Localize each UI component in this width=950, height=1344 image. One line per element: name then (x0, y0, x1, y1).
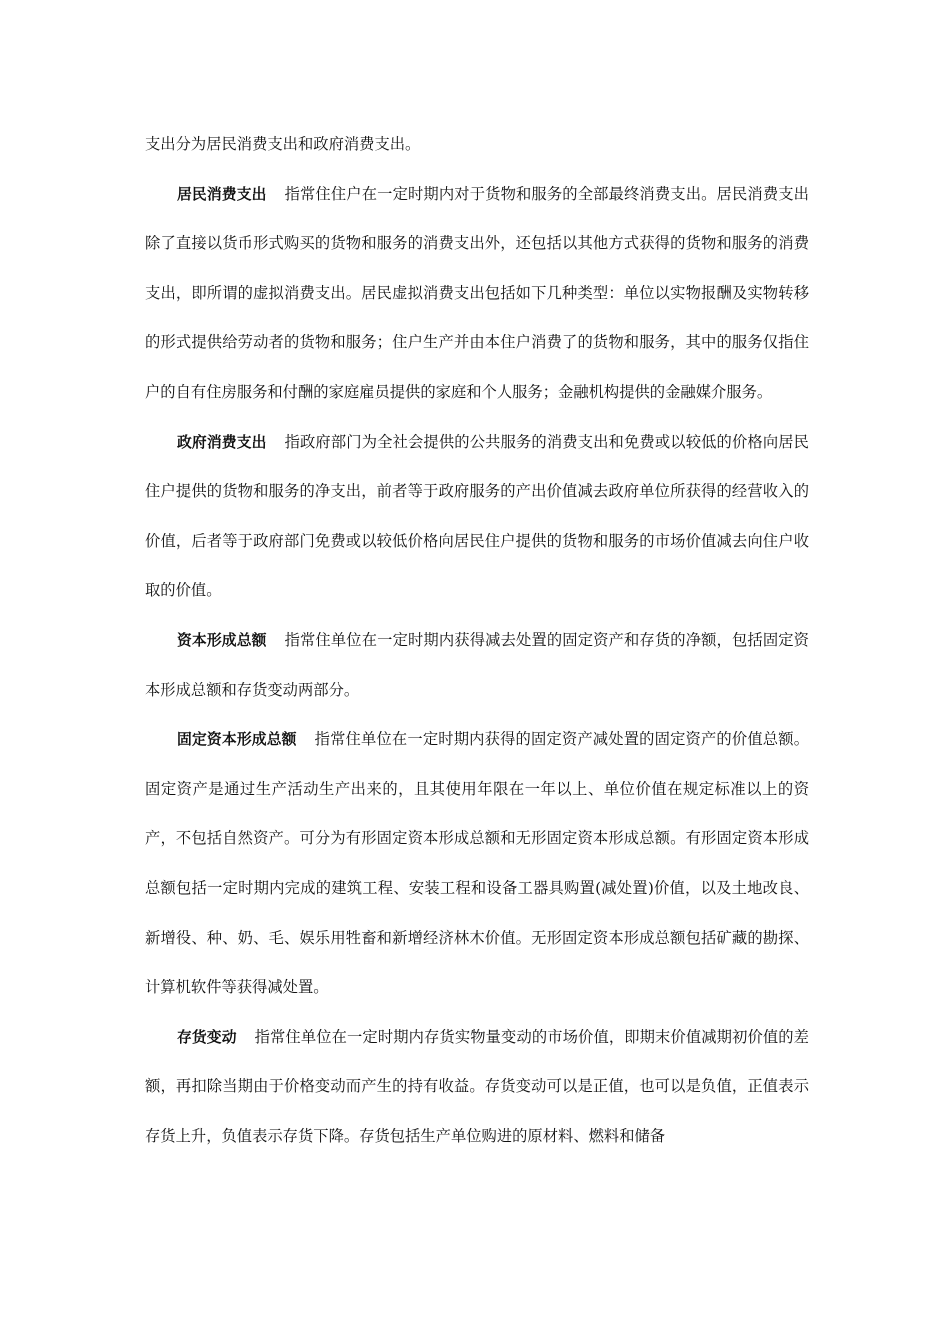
entry-term: 存货变动 (177, 1028, 237, 1046)
entry-body: 指常住单位在一定时期内获得的固定资产减处置的固定资产的价值总额。固定资产是通过生产活动生产出来的，且其使用年限在一年以上、单位价值在规定标准以上的资产，不包括自然资产。可分为有形固定资本形成总额和无形固定资本形成总额。有形固定资本形成总额包括一定时期内完成的建筑工程、安装工程和设备工器具购置(减处置)价值，以及土地改良、新增役、种、奶、毛、娱乐用牲畜和新增经济林木价值。无形固定资本形成总额包括矿藏的勘探、计算机软件等获得减处置。 (145, 730, 809, 997)
entry-term: 居民消费支出 (177, 185, 267, 203)
entry-body: 指常住单位在一定时期内获得减去处置的固定资产和存货的净额，包括固定资本形成总额和存货变动两部分。 (145, 630, 809, 699)
entry-government-consumption (145, 418, 809, 616)
entry-term: 资本形成总额 (177, 631, 267, 649)
entry-term: 固定资本形成总额 (177, 731, 297, 749)
entry-term: 政府消费支出 (177, 433, 267, 451)
entry-inventory-change (145, 1013, 809, 1162)
entry-gross-capital-formation (145, 616, 809, 715)
entry-gross-fixed-capital-formation (145, 715, 809, 1013)
entry-household-consumption (145, 170, 809, 418)
document-body (145, 120, 809, 1161)
entry-body: 指常住住户在一定时期内对于货物和服务的全部最终消费支出。居民消费支出除了直接以货币形式购买的货物和服务的消费支出外，还包括以其他方式获得的货物和服务的消费支出，即所谓的虚拟消费支出。居民虚拟消费支出包括如下几种类型：单位以实物报酬及实物转移的形式提供给劳动者的货物和服务；住户生产并由本住户消费了的货物和服务，其中的服务仅指住户的自有住房服务和付酬的家庭雇员提供的家庭和个人服务；金融机构提供的金融媒介服务。 (145, 184, 809, 401)
entry-body: 指常住单位在一定时期内存货实物量变动的市场价值，即期末价值减期初价值的差额，再扣除当期由于价格变动而产生的持有收益。存货变动可以是正值，也可以是负值，正值表示存货上升，负值表示存货下降。存货包括生产单位购进的原材料、燃料和储备 (145, 1027, 809, 1145)
lead-paragraph: 支出分为居民消费支出和政府消费支出。 (145, 135, 421, 153)
entry-body: 指政府部门为全社会提供的公共服务的消费支出和免费或以较低的价格向居民住户提供的货物和服务的净支出，前者等于政府服务的产出价值减去政府单位所获得的经营收入的价值，后者等于政府部门免费或以较低价格向居民住户提供的货物和服务的市场价值减去向住户收取的价值。 (145, 432, 809, 600)
